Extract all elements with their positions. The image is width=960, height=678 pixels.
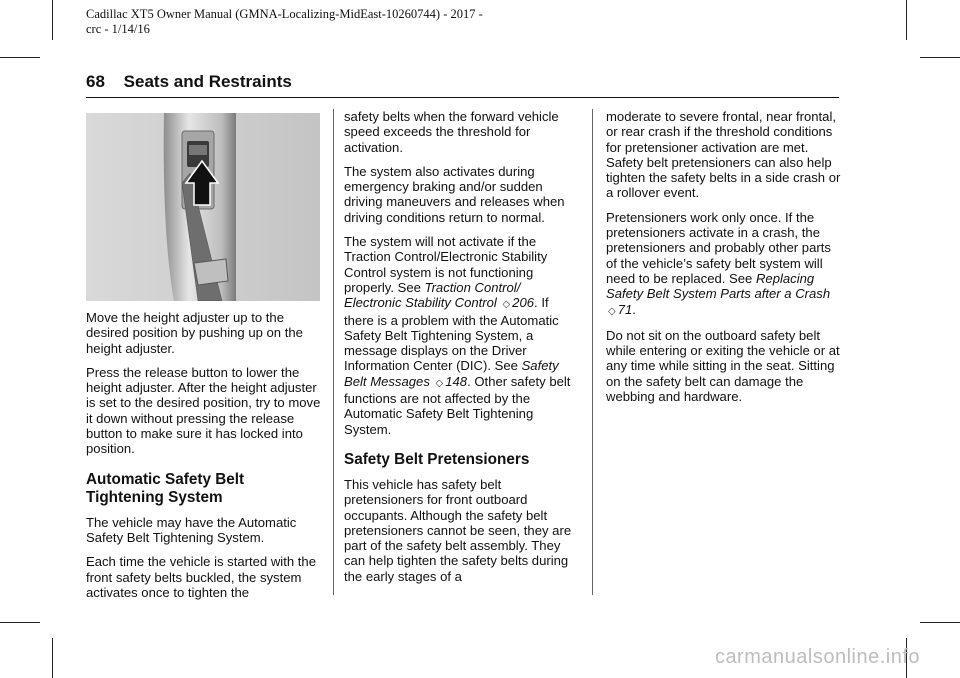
section-heading: Safety Belt Pretensioners	[344, 450, 530, 468]
paragraph: Pretensioners work only once. If the pretensioners activate in a crash, the pretensioners and probably other parts of the vehicle’s safety belt system will need to be replaced. See Replacing Safety Belt System Parts after a Crash ◇ 71.	[606, 209, 831, 317]
page-reference-number[interactable]: 71	[617, 301, 633, 317]
paragraph: Move the height adjuster up to the desired position by pushing up on the height adjuster.	[86, 310, 303, 356]
crop-mark	[52, 0, 53, 40]
crop-mark	[0, 57, 40, 58]
text-column-3	[606, 109, 842, 413]
meta-line: Cadillac XT5 Owner Manual (GMNA-Localizing-MidEast-10260744) - 2017 -	[86, 7, 483, 21]
page-reference-number[interactable]: 206	[512, 295, 535, 311]
height-adjuster-drawing	[86, 113, 320, 301]
crop-mark	[0, 622, 40, 623]
height-adjuster-illustration	[86, 113, 320, 301]
text-column-2	[344, 109, 580, 593]
paragraph: Press the release button to lower the height adjuster. After the height adjuster is set to the desired position, try to move it down without pressing the release button to make sure it has locked into position.	[86, 364, 321, 457]
crop-mark	[920, 622, 960, 623]
crop-mark	[52, 638, 53, 678]
paragraph: The vehicle may have the Automatic Safety Belt Tightening System.	[86, 514, 297, 545]
paragraph: The system will not activate if the Traction Control/Electronic Stability Control system is not functioning properly. See Traction Control/ Electronic Stability Control ◇ 206. If there is a problem with the Automatic Safety Belt Tightening System, a message displays on the Driver Information Center (DIC). See Safety Belt Messages ◇ 148. Other safety belt functions are not affected by the Automatic Safety Belt Tightening System.	[344, 234, 571, 437]
column-divider	[592, 109, 593, 595]
paragraph: moderate to severe frontal, near frontal, or rear crash if the threshold conditions for pretensioner activation are met. Safety belt pretensioners can also help tighten the safety belts in a side crash or a rollover event.	[606, 109, 841, 201]
paragraph-text: . Other safety belt functions are not affected by the Automatic Safety Belt Tightening System.	[344, 373, 571, 437]
page-reference-arrow-icon: ◇	[435, 377, 444, 389]
paragraph: This vehicle has safety belt pretensioners for front outboard occupants. Although the safety belt pretensioners cannot be seen, they are part of the safety belt assembly. They can help tighten the safety belts during the early stages of a	[344, 476, 572, 584]
page-number: 68	[86, 72, 105, 91]
meta-line: crc - 1/14/16	[86, 22, 150, 36]
paragraph: Each time the vehicle is started with the front safety belts buckled, the system activates once to tighten the	[86, 554, 316, 600]
page-heading	[86, 71, 839, 98]
paragraph-text: If there is a problem with the Automatic Safety Belt Tightening System, a message displays on the Driver Information Center (DIC). See	[344, 295, 559, 374]
watermark: carmanualsonline.info	[714, 646, 920, 668]
paragraph: safety belts when the forward vehicle speed exceeds the threshold for activation.	[344, 109, 559, 155]
text-column-1	[86, 310, 324, 609]
paragraph: Do not sit on the outboard safety belt while entering or exiting the vehicle or at any time while sitting in the seat. Sitting on the safety belt can damage the webbing and hardware.	[606, 327, 840, 405]
paragraph: The system also activates during emergency braking and/or sudden driving maneuvers and releases when driving conditions return to normal.	[344, 163, 565, 225]
crop-mark	[920, 57, 960, 58]
cross-reference-link[interactable]: Replacing Safety Belt System Parts after a Crash	[606, 270, 831, 302]
section-heading: Automatic Safety Belt Tightening System	[86, 470, 245, 506]
page-reference-number[interactable]: 148	[445, 373, 468, 389]
paragraph-text: Pretensioners work only once. If the pretensioners activate in a crash, the pretensioners and probably other parts of the vehicle’s safety belt system will need to be replaced. See	[606, 209, 831, 286]
cross-reference-link[interactable]: Safety Belt Messages	[344, 358, 559, 389]
column-divider	[333, 109, 334, 595]
crop-mark	[906, 0, 907, 40]
page-reference-arrow-icon: ◇	[502, 299, 511, 311]
document-meta-header	[86, 7, 483, 37]
page-reference-arrow-icon: ◇	[608, 305, 616, 317]
cross-reference-link[interactable]: Traction Control/ Electronic Stability Control	[344, 279, 521, 311]
section-title: Seats and Restraints	[123, 72, 292, 91]
paragraph-text: The system will not activate if the Traction Control/Electronic Stability Control system is not functioning properly. See	[344, 234, 548, 295]
